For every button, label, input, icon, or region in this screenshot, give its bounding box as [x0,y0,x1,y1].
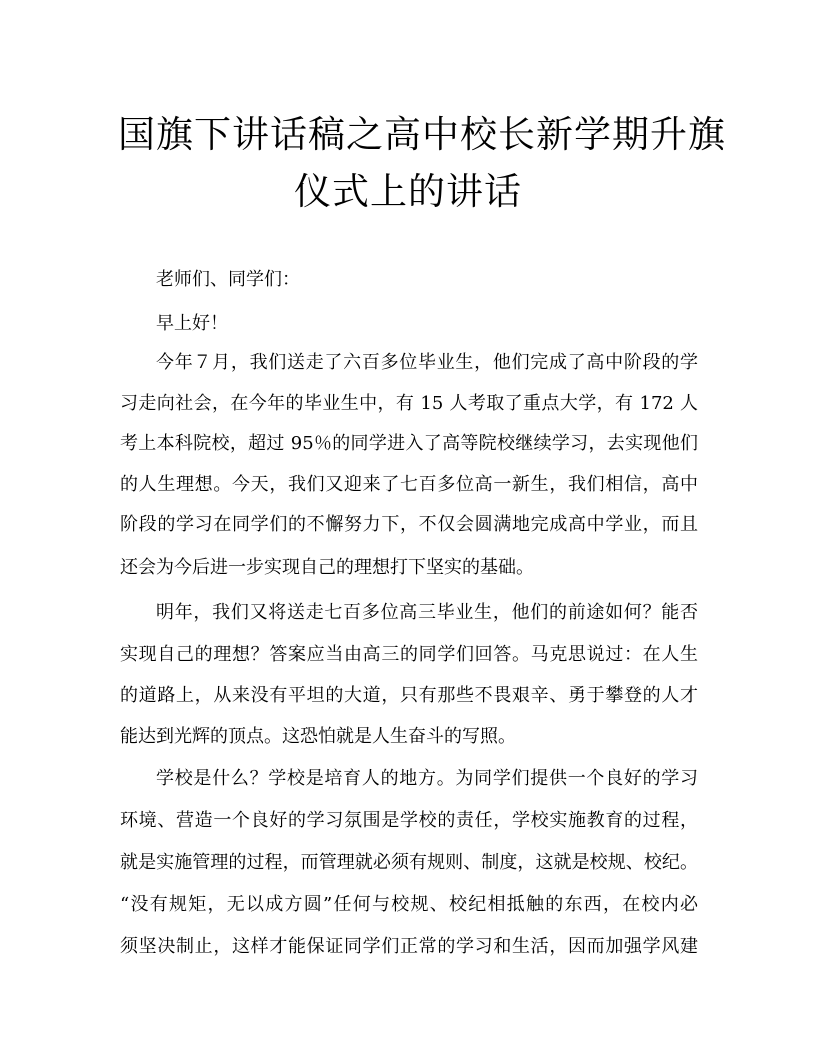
paragraph-line: 能达到光辉的顶点。这恐怕就是人生奋斗的写照。 [120,726,516,747]
paragraph-line: 阶段的学习在同学们的不懈努力下，不仅会圆满地完成高中学业，而且 [120,514,698,535]
paragraph-line: 实现自己的理想？答案应当由高三的同学们回答。马克思说过：在人生 [120,644,698,665]
paragraph-line: 今年７月，我们送走了六百多位毕业生，他们完成了高中阶段的学 [156,352,698,373]
document-title-line-1: 国旗下讲话稿之高中校长新学期升旗 [118,113,726,156]
paragraph-line: 学校是什么？学校是培育人的地方。为同学们提供一个良好的学习 [156,768,698,789]
paragraph-line: 环境、营造一个良好的学习氛围是学校的责任，学校实施教育的过程， [120,810,698,831]
paragraph-line: 的道路上，从来没有平坦的大道，只有那些不畏艰辛、勇于攀登的人才 [120,685,698,706]
paragraph-line: 习走向社会，在今年的毕业生中，有 15 人考取了重点大学，有 172 人 [120,393,698,414]
greeting: 早上好！ [156,313,228,334]
paragraph-line: 须坚决制止，这样才能保证同学们正常的学习和生活，因而加强学风建 [120,936,698,957]
paragraph-line: 的人生理想。今天，我们又迎来了七百多位高一新生，我们相信，高中 [120,474,698,495]
document-title-line-2: 仪式上的讲话 [294,170,522,213]
paragraph-line: 就是实施管理的过程，而管理就必须有规则、制度，这就是校规、校纪。 [120,852,698,873]
paragraph-line: 明年，我们又将送走七百多位高三毕业生，他们的前途如何？能否 [156,602,698,623]
paragraph-line: “没有规矩，无以成方圆”任何与校规、校纪相抵触的东西，在校内必 [120,894,698,915]
paragraph-line: 还会为今后进一步实现自己的理想打下坚实的基础。 [120,557,534,578]
salutation: 老师们、同学们： [156,269,300,290]
paragraph-line: 考上本科院校，超过 95％的同学进入了高等院校继续学习，去实现他们 [120,433,698,454]
